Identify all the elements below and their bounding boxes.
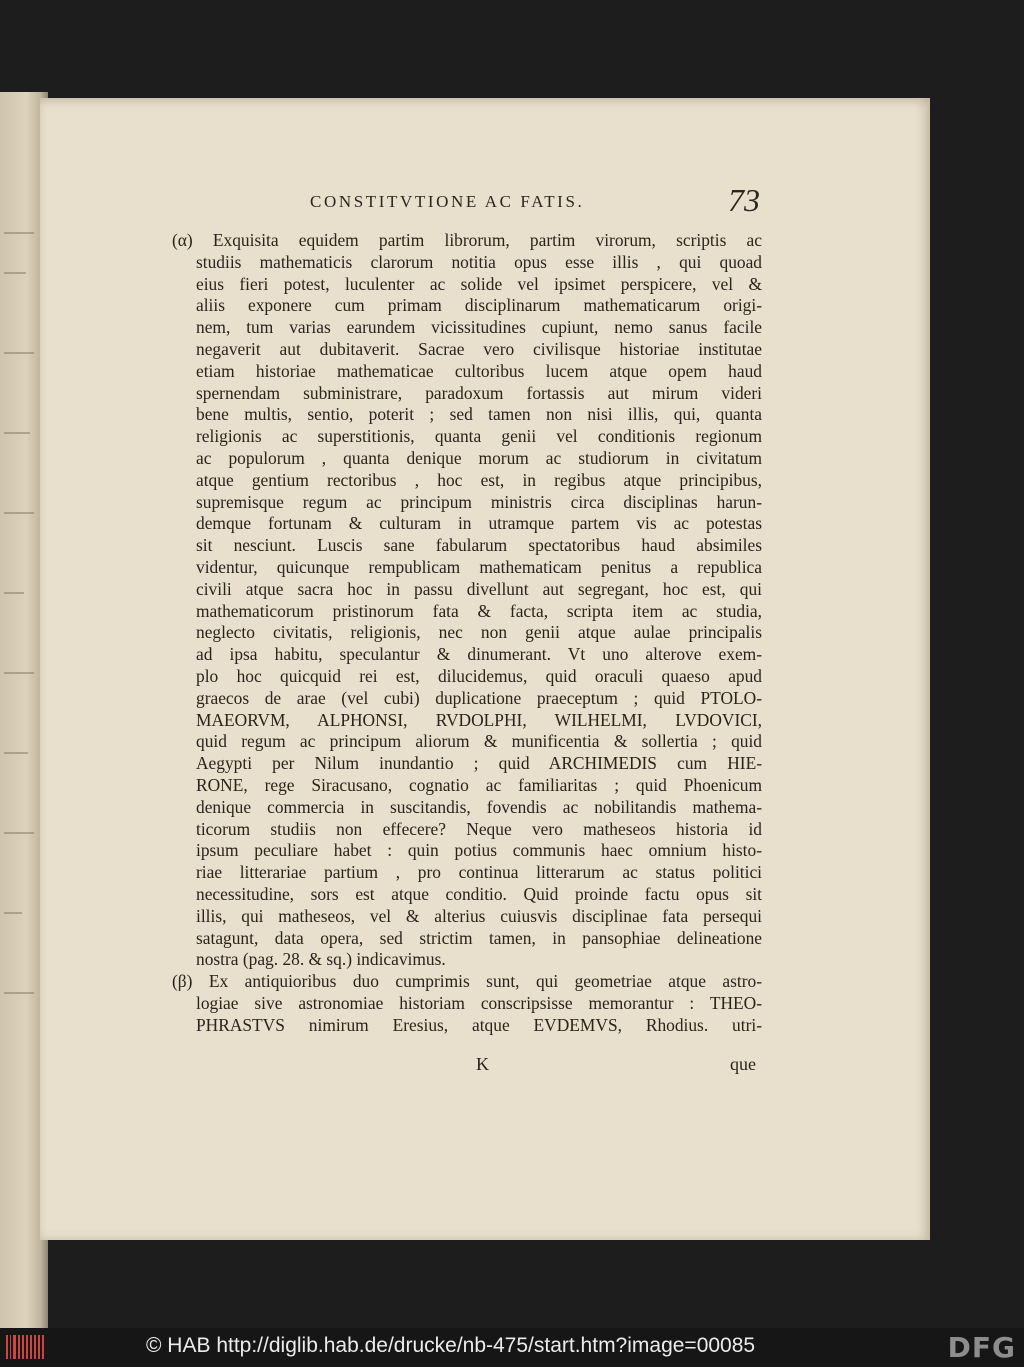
text-line: MAEORVM, ALPHONSI, RVDOLPHI, WILHELMI, LVDOVICI,: [196, 709, 762, 730]
footnote-text: [172, 230, 762, 1036]
text-line: RONE, rege Siracusano, cognatio ac familiaritas ; quid Phoenicum: [196, 774, 762, 795]
text-line: nostra (pag. 28. & sq.) indicavimus.: [196, 949, 446, 970]
text-line: denique commercia in suscitandis, fovendis ac nobilitandis mathema-: [196, 796, 762, 817]
text-line: religionis ac superstitionis, quanta genii vel conditionis regionum: [196, 426, 762, 447]
barcode-icon: [6, 1335, 44, 1359]
text-line: supremisque regum ac principum ministris circa disciplinas harun-: [196, 491, 762, 512]
text-line: bene multis, sentio, poterit ; sed tamen non nisi illis, qui, quanta: [196, 404, 762, 425]
text-line: ac populorum , quanta denique morum ac studiorum in civitatum: [196, 447, 762, 468]
catchword: que: [730, 1054, 756, 1074]
page-number: 73: [728, 182, 760, 218]
text-line: videntur, quicunque rempublicam mathematicam penitus a republica: [196, 556, 762, 577]
dfg-logo: DFG: [947, 1331, 1016, 1364]
text-line: PHRASTVS nimirum Eresius, atque EVDEMVS, Rhodius. utri-: [196, 1014, 762, 1035]
text-line: eius fieri potest, luculenter ac solide vel ipsimet perspicere, vel &: [196, 273, 762, 294]
text-line: demque fortunam & culturam in utramque partem vis ac potestas: [196, 513, 762, 534]
signature-mark: K: [476, 1054, 489, 1074]
text-line: logiae sive astronomiae historiam conscripsisse memorantur : THEO-: [196, 992, 762, 1013]
text-line: studiis mathematicis clarorum notitia opus esse illis , qui quoad: [196, 251, 762, 272]
text-line: riae litterariae partium , pro continua litterarum ac status politici: [196, 862, 762, 883]
viewer-footer: [0, 1328, 1024, 1367]
text-line: spernendam subministrare, paradoxum fortassis aut mirum videri: [196, 382, 762, 403]
text-line: (α) Exquisita equidem partim librorum, partim virorum, scriptis ac: [172, 230, 762, 250]
text-line: atque gentium rectoribus , hoc est, in regibus atque principibus,: [196, 469, 762, 490]
text-line: etiam historiae mathematicae cultoribus lucem atque opem haud: [196, 360, 762, 381]
running-head: CONSTITVTIONE AC FATIS.: [310, 192, 585, 211]
text-line: nem, tum varias earundem vicissitudines cupiunt, nemo sanus facile: [196, 317, 762, 338]
text-line: Aegypti per Nilum inundantio ; quid ARCHIMEDIS cum HIE-: [196, 753, 762, 774]
text-line: quid regum ac principum aliorum & munificentia & sollertia ; quid: [196, 731, 762, 752]
text-line: graecos de arae (vel cubi) duplicatione praeceptum ; quid PTOLO-: [196, 687, 762, 708]
text-line: aliis exponere cum primam disciplinarum mathematicarum origi-: [196, 295, 762, 316]
text-line: sit nesciunt. Luscis sane fabularum spectatoribus haud absimiles: [196, 535, 762, 556]
text-line: negaverit aut dubitaverit. Sacrae vero civilisque historiae institutae: [196, 338, 762, 359]
text-line: satagunt, data opera, sed strictim tamen, in pansophiae delineatione: [196, 927, 762, 948]
text-line: plo hoc quicquid rei est, dilucidemus, quid oraculi quaeso apud: [196, 665, 762, 686]
text-line: ad ipsa habitu, speculantur & dinumerant. Vt uno alterove exem-: [196, 644, 762, 665]
text-line: ipsum peculiare habet : quin potius communis haec omnium histo-: [196, 840, 762, 861]
text-line: civili atque sacra hoc in passu divellunt aut segregant, hoc est, qui: [196, 578, 762, 599]
text-line: ticorum studiis non effecere? Neque vero matheseos historia id: [196, 818, 762, 839]
text-line: neglecto civitatis, religionis, nec non genii atque aulae principalis: [196, 622, 762, 643]
text-line: necessitudine, sors est atque conditio. Quid proinde factu opus sit: [196, 883, 762, 904]
page-header: [310, 182, 760, 220]
text-line: (β) Ex antiquioribus duo cumprimis sunt, qui geometriae atque astro-: [172, 971, 762, 992]
text-line: mathematicorum pristinorum fata & facta, scripta item ac studia,: [196, 600, 762, 621]
text-line: illis, qui matheseos, vel & alterius cuiusvis disciplinae fata persequi: [196, 905, 762, 926]
copyright-link[interactable]: © HAB http://diglib.hab.de/drucke/nb-475/start.htm?image=00085: [146, 1334, 756, 1357]
